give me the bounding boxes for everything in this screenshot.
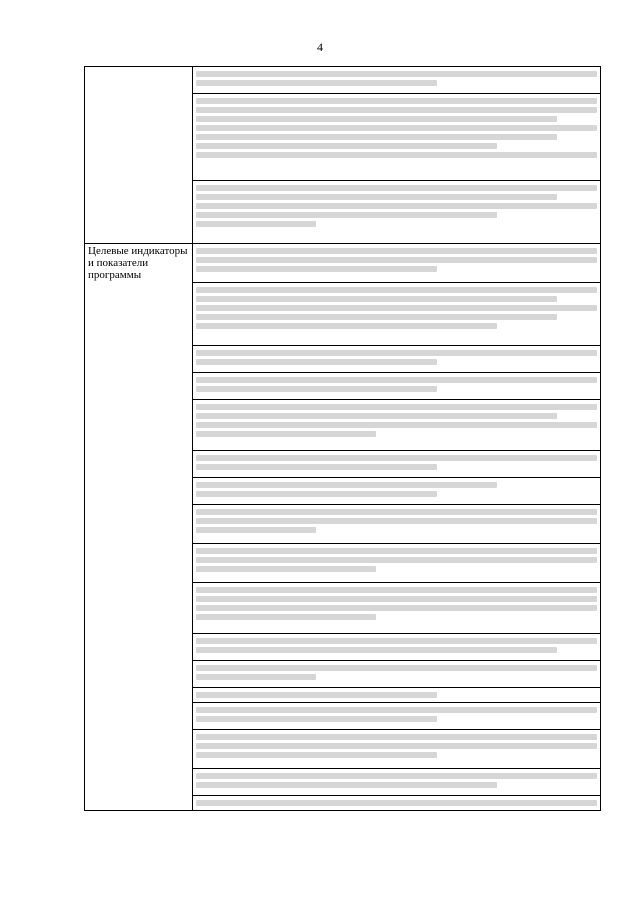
text-placeholder-block xyxy=(193,730,601,769)
text-placeholder-block xyxy=(193,796,601,811)
text-placeholder-block xyxy=(193,181,601,244)
text-placeholder-block xyxy=(193,346,601,373)
text-placeholder-block xyxy=(193,583,601,634)
text-placeholder-block xyxy=(193,94,601,181)
text-placeholder-block xyxy=(193,769,601,796)
program-passport-table xyxy=(84,66,601,811)
text-placeholder-block xyxy=(193,244,601,283)
text-placeholder-block xyxy=(193,688,601,703)
text-placeholder-block xyxy=(193,478,601,505)
text-placeholder-block xyxy=(193,703,601,730)
table-row xyxy=(85,67,601,94)
text-placeholder-block xyxy=(193,451,601,478)
page-number: 4 xyxy=(317,40,323,54)
text-placeholder-block xyxy=(193,544,601,583)
indicators-label: Целевые индикаторы и показатели программы xyxy=(85,244,193,811)
label-cell-empty xyxy=(85,67,193,244)
table-row xyxy=(85,244,601,283)
text-placeholder-block xyxy=(193,283,601,346)
text-placeholder-block xyxy=(193,505,601,544)
text-placeholder-block xyxy=(193,373,601,400)
text-placeholder-block xyxy=(193,661,601,688)
text-placeholder-block xyxy=(193,634,601,661)
text-placeholder-block xyxy=(193,67,601,94)
text-placeholder-block xyxy=(193,400,601,451)
